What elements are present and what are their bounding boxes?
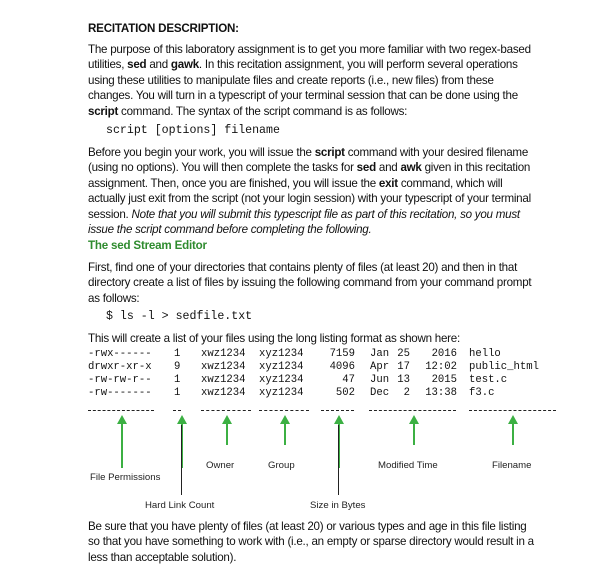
label-hard-link-count: Hard Link Count [145,500,215,511]
listing-size: 502 [335,387,355,399]
listing-name: f3.c [469,387,495,399]
listing-links: 1 [174,348,181,360]
p2-text-2: command with your desired filename (using no options). You will then complete the tasks for [88,146,529,175]
hard-link-leader [181,425,182,495]
listing-row [88,361,539,374]
ls-command: $ ls -l > sedfile.txt [106,310,253,323]
p2-text-5: command, which will actually just exit from the script (not your login session) with your typescript of your terminal session. [88,176,531,221]
label-group: Group [268,460,295,471]
listing-perm: drwxr-xr-x [88,361,152,373]
arrow-permissions [121,423,123,468]
size-leader [338,425,339,495]
dash-permissions [88,410,154,412]
listing-perm: -rw-rw-r-- [88,374,152,386]
listing-row [88,387,495,400]
listing-owner: xwz1234 [201,348,246,360]
dash-filename [469,410,556,412]
arrow-group [284,423,286,445]
p2-awk: awk [400,161,422,175]
intro-text-3: . In this recitation assignment, you will perform several operations using these utilities to manipulate files and create reports (i.e., new files) from these changes. You will turn in a typescript of your terminal session that can be done using the [88,58,518,103]
file-listing [88,348,539,400]
listing-intro-paragraph: This will create a list of your files using the long listing format as shown here: [88,332,460,345]
dash-group [259,410,309,412]
listing-time: 2016 [431,348,457,360]
intro-gawk: gawk [170,58,199,72]
listing-perm: -rw------- [88,387,152,399]
label-owner: Owner [206,460,235,471]
listing-month: Dec [370,387,390,399]
intro-paragraph [88,42,534,119]
p2-sed: sed [356,161,376,175]
listing-row [88,348,501,361]
listing-time: 13:38 [425,387,457,399]
listing-size: 47 [342,374,355,386]
listing-name: test.c [469,374,508,386]
p2-text-1: Before you begin your work, you will issue the [88,146,315,159]
dash-modified [369,410,456,412]
listing-group: xyz1234 [259,374,304,386]
arrow-owner [226,423,228,445]
listing-size: 4096 [329,361,355,373]
listing-size: 7159 [329,348,355,360]
section-heading: RECITATION DESCRIPTION: [88,22,239,35]
listing-links: 1 [174,374,181,386]
p2-exit: exit [378,176,398,190]
label-size-in-bytes: Size in Bytes [310,500,366,511]
listing-day: 13 [397,374,410,386]
arrow-modified [413,423,415,445]
listing-time: 2015 [431,374,457,386]
dash-size [321,410,354,412]
arrow-filename [512,423,514,445]
listing-time: 12:02 [425,361,457,373]
syntax-command: script [options] filename [106,124,280,137]
label-filename: Filename [492,460,532,471]
listing-month: Apr [370,361,390,373]
dash-links [173,410,181,412]
listing-owner: xwz1234 [201,387,246,399]
instructions-paragraph [88,145,534,237]
listing-row [88,374,508,387]
sed-subheading: The sed Stream Editor [88,239,207,252]
listing-month: Jun [370,374,390,386]
listing-owner: xwz1234 [201,361,246,373]
listing-day: 2 [403,387,410,399]
p2-text-4: given in this recitation assignment. Then, once you are finished, you will issue the [88,161,531,190]
intro-text-1: The purpose of this laboratory assignment is to get you more familiar with two regex-based utilities, [88,43,531,72]
listing-perm: -rwx------ [88,348,152,360]
p2-text-3: and [375,161,401,175]
listing-group: xyz1234 [259,387,304,399]
directory-paragraph: First, find one of your directories that contains plenty of files (at least 20) and then in that directory create a list of files by issuing the following command from your command prompt as follows: [88,261,532,305]
intro-text-4: command. The syntax of the script command is as follows: [118,104,408,118]
p2-note: Note that you will submit this typescript file as part of this recitation, so you must issue the script command before completing the following. [88,207,520,237]
label-modified-time: Modified Time [378,460,438,471]
intro-sed: sed [127,58,147,72]
p2-script: script [314,146,345,159]
listing-group: xyz1234 [259,361,304,373]
listing-day: 17 [397,361,410,373]
listing-name: public_html [469,361,539,373]
listing-links: 1 [174,387,181,399]
intro-script: script [88,104,119,118]
dash-owner [201,410,251,412]
intro-text-2: and [146,58,171,72]
listing-owner: xwz1234 [201,374,246,386]
label-file-permissions: File Permissions [90,472,161,483]
listing-group: xyz1234 [259,348,304,360]
listing-day: 25 [397,348,410,360]
listing-month: Jan [370,348,390,360]
closing-paragraph: Be sure that you have plenty of files (at least 20) or various types and age in this file listing so that you have something to work with (i.e., an empty or sparse directory would result in a less than acceptable solution). [88,520,534,564]
listing-links: 9 [174,361,181,373]
listing-name: hello [469,348,501,360]
